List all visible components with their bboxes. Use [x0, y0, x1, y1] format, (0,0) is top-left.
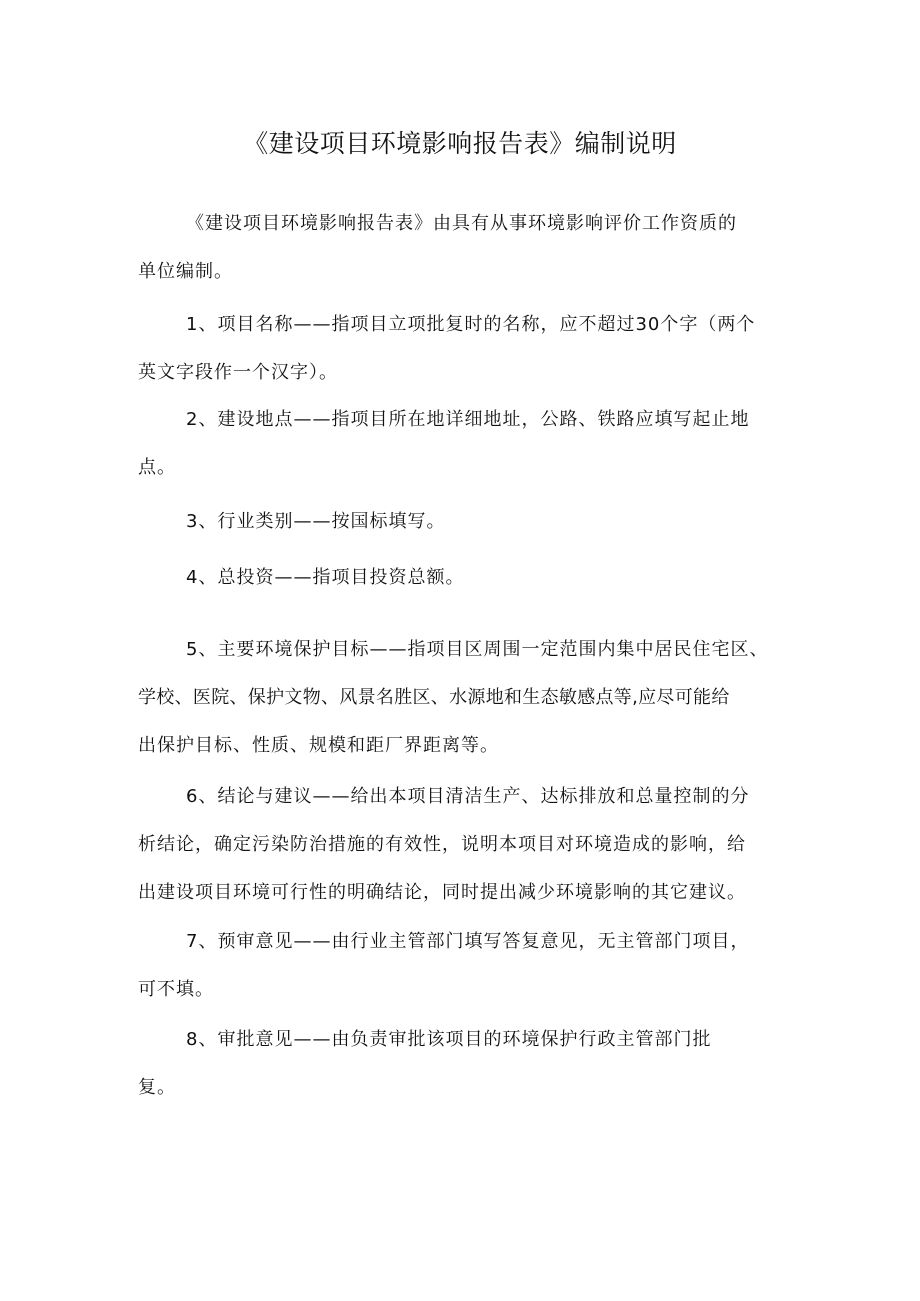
item-industry-category — [138, 510, 788, 534]
item-total-investment — [138, 566, 788, 590]
item-1-line-2: 英文字段作一个汉字）。 — [138, 362, 338, 383]
item-6-line-2: 析结论，确定污染防治措施的有效性，说明本项目对环境造成的影响，给 — [138, 834, 746, 855]
item-conclusion — [138, 785, 788, 905]
intro-line-2: 单位编制。 — [138, 261, 233, 282]
item-2-line-1: 2、建设地点——指项目所在地详细地址，公路、铁路应填写起止地 — [186, 409, 750, 430]
item-protection-targets — [138, 638, 788, 758]
item-4-line-1: 4、总投资——指项目投资总额。 — [186, 567, 465, 588]
item-8-line-1: 8、审批意见——由负责审批该项目的环境保护行政主管部门批 — [186, 1029, 712, 1050]
item-5-line-2: 学校、医院、保护文物、风景名胜区、水源地和生态敏感点等,应尽可能给 — [138, 687, 730, 708]
intro-line-1: 《建设项目环境影响报告表》由具有从事环境影响评价工作资质的 — [186, 213, 737, 234]
item-7-line-1: 7、预审意见——由行业主管部门填写答复意见，无主管部门项目， — [186, 931, 750, 952]
item-5-line-3: 出保护目标、性质、规模和距厂界距离等。 — [138, 735, 499, 756]
document-title: 《建设项目环境影响报告表》编制说明 — [243, 129, 677, 158]
item-7-line-2: 可不填。 — [138, 979, 214, 1000]
item-6-line-3: 出建设项目环境可行性的明确结论，同时提出减少环境影响的其它建议。 — [138, 882, 746, 903]
item-preliminary-review — [138, 930, 788, 1002]
item-5-line-1: 5、主要环境保护目标——指项目区周围一定范围内集中居民住宅区、 — [186, 639, 769, 660]
intro-paragraph — [138, 212, 788, 284]
item-2-line-2: 点。 — [138, 457, 176, 478]
item-6-line-1: 6、结论与建议——给出本项目清洁生产、达标排放和总量控制的分 — [186, 786, 750, 807]
item-approval-opinion — [138, 1028, 788, 1100]
item-3-line-1: 3、行业类别——按国标填写。 — [186, 511, 446, 532]
item-construction-site — [138, 408, 788, 480]
item-project-name — [138, 313, 788, 385]
item-8-line-2: 复。 — [138, 1077, 176, 1098]
item-1-line-1: 1、项目名称——指项目立项批复时的名称，应不超过30个字（两个 — [186, 314, 756, 335]
